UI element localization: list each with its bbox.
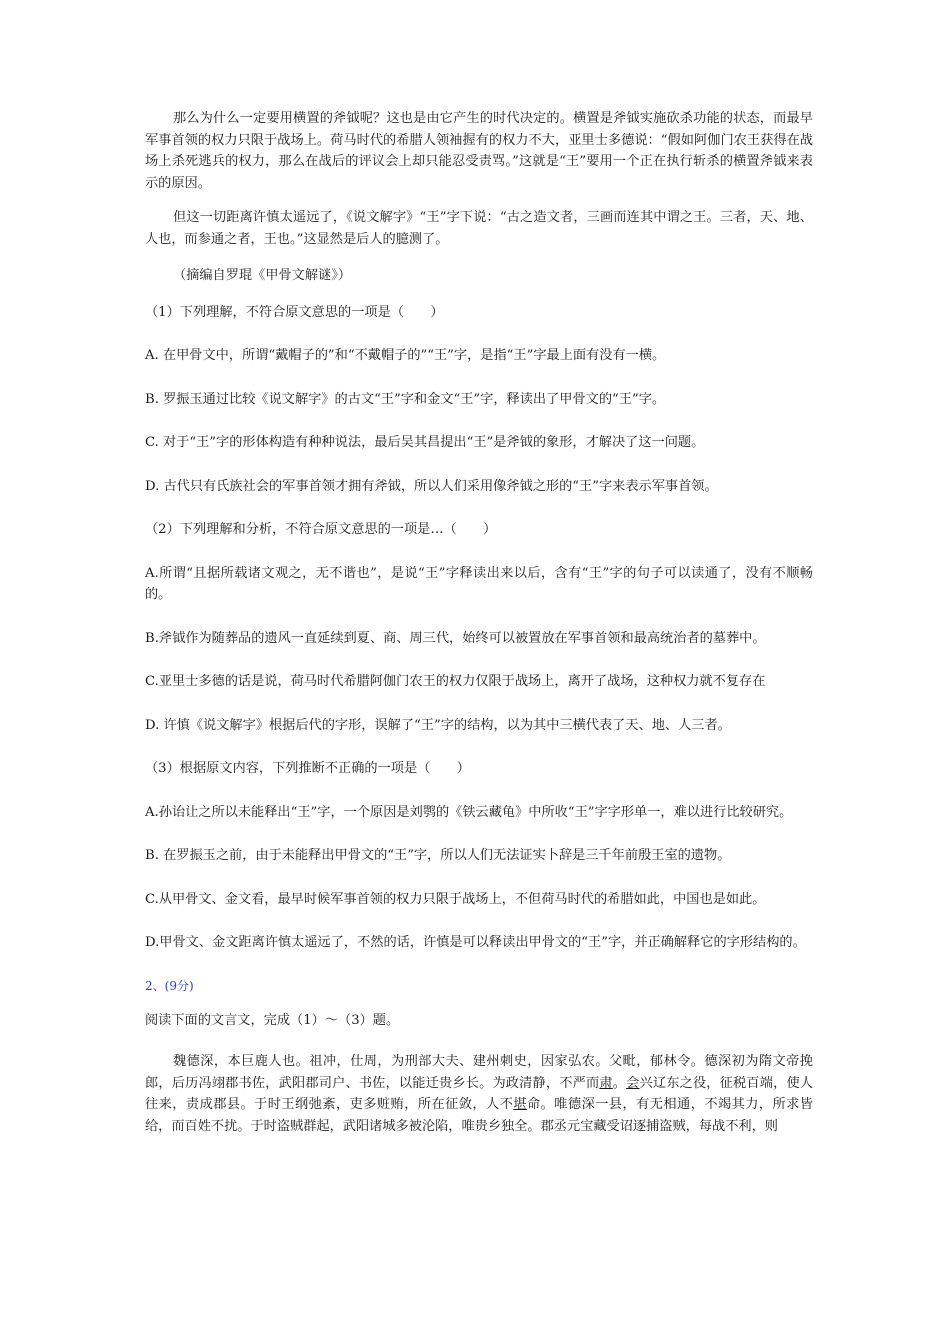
classical-text-c: 兴辽东之役，征税百端，使人往来，责成郡县。于时王纲弛紊，吏多赃贿，所在征敛，人不 — [145, 1075, 814, 1112]
document-page — [145, 108, 813, 1150]
passage-source: （摘编自罗琨《甲骨文解谜》） — [173, 268, 352, 283]
classical-passage — [145, 1051, 813, 1137]
underlined-word-su: 肃 — [599, 1075, 613, 1091]
question-1-stem: （1）下列理解，不符合原文意思的一项是（ ） — [145, 304, 444, 320]
question-1-option-d: D. 古代只有氏族社会的军事首领才拥有斧钺，所以人们采用像斧钺之形的“王”字来表示军事首领。 — [145, 478, 718, 494]
question-3 — [145, 758, 813, 954]
underlined-word-hui: 会 — [626, 1075, 640, 1091]
question-3-option-c: C.从甲骨文、金文看，最早时候军事首领的权力只限于战场上，不但荷马时代的希腊如此，中国也是如此。 — [145, 891, 766, 907]
question-1-option-c: C. 对于“王”字的形体构造有种种说法，最后吴其昌提出“王”是斧钺的象形，才解决了这一问题。 — [145, 435, 705, 450]
classical-text-a: 魏德深，本巨鹿人也。祖冲，仕周，为刑部大夫、建州刺史，因家弘农。父毗，郁林令。德深初为隋文帝挽郎，后历冯翊郡书佐，武阳郡司户、书佐，以能迁贵乡长。为政清静，不严而 — [145, 1054, 813, 1091]
question-2 — [145, 519, 813, 736]
question-3-option-b: B. 在罗振玉之前，由于未能释出甲骨文的“王”字，所以人们无法证实卜辞是三千年前殷王室的遗物。 — [145, 848, 731, 863]
question-2-option-c: C.亚里士多德的话是说，荷马时代希腊阿伽门农王的权力仅限于战场上，离开了战场，这种权力就不复存在 — [145, 674, 766, 689]
question-2-option-d: D. 许慎《说文解字》根据后代的字形，误解了“王”字的结构，以为其中三横代表了天、地、人三者。 — [145, 717, 731, 733]
passage-paragraph-2: 但这一切距离许慎太遥远了，《说文解字》“王”字下说：“古之造文者，三画而连其中谓之王。三者，天、地、人也，而参通之者，王也。”这显然是后人的臆测了。 — [145, 210, 813, 247]
question-3-option-d: D.甲骨文、金文距离许慎太遥远了，不然的话，许慎是可以释读出甲骨文的“王”字，并正确解释它的字形结构的。 — [145, 935, 806, 950]
question-2-option-a: A.所谓“且据所载诸文观之，无不谐也”，是说“王”字释读出来以后，含有“王”字的句子可以读通了，没有不顺畅的。 — [145, 565, 813, 602]
section-2-instruction: 阅读下面的文言文，完成（1）～（3）题。 — [145, 1012, 400, 1028]
question-3-option-a: A.孙诒让之所以未能释出“王”字，一个原因是刘鹗的《铁云藏龟》中所收“王”字字形单一，难以进行比较研究。 — [145, 804, 793, 820]
question-1-option-a: A. 在甲骨文中，所谓“戴帽子的”和“不戴帽子的”“王”字，是指“王”字最上面有没有一横。 — [145, 348, 666, 363]
question-2-option-b: B.斧钺作为随葬品的遗风一直延续到夏、商、周三代，始终可以被置放在军事首领和最高统治者的墓葬中。 — [145, 630, 766, 646]
section-2-number: 2、(9分) — [145, 978, 194, 993]
classical-text-b: 。 — [612, 1075, 627, 1091]
question-1 — [145, 302, 813, 498]
passage-paragraph-1: 那么为什么一定要用横置的斧钺呢？这也是由它产生的时代决定的。横置是斧钺实施砍杀功能的状态，而最早军事首领的权力只限于战场上。荷马时代的希腊人领袖握有的权力不大，亚里士多德说：“假如阿伽门农王获得在战场上杀死逃兵的权力，那么在战后的评议会上却只能忍受责骂。”这就是“王”要用一个正在执行斩杀的横置斧钺来表示的原因。 — [145, 111, 813, 191]
underlined-word-kan: 堪 — [513, 1097, 527, 1112]
question-3-stem: （3）根据原文内容，下列推断不正确的一项是（ ） — [145, 761, 470, 776]
classical-text-d: 命。唯德深一县，有无相通，不竭其力，所求皆给，而百姓不扰。于时盗贼群起，武阳诸城多被沦陷，唯贵乡独全。郡丞元宝藏受诏逐捕盗贼，每战不利，则 — [145, 1097, 814, 1134]
question-1-option-b: B. 罗振玉通过比较《说文解字》的古文“王”字和金文“王”字，释读出了甲骨文的“王”字。 — [145, 391, 666, 407]
question-2-stem: （2）下列理解和分析，不符合原文意思的一项是…（ ） — [145, 522, 497, 537]
